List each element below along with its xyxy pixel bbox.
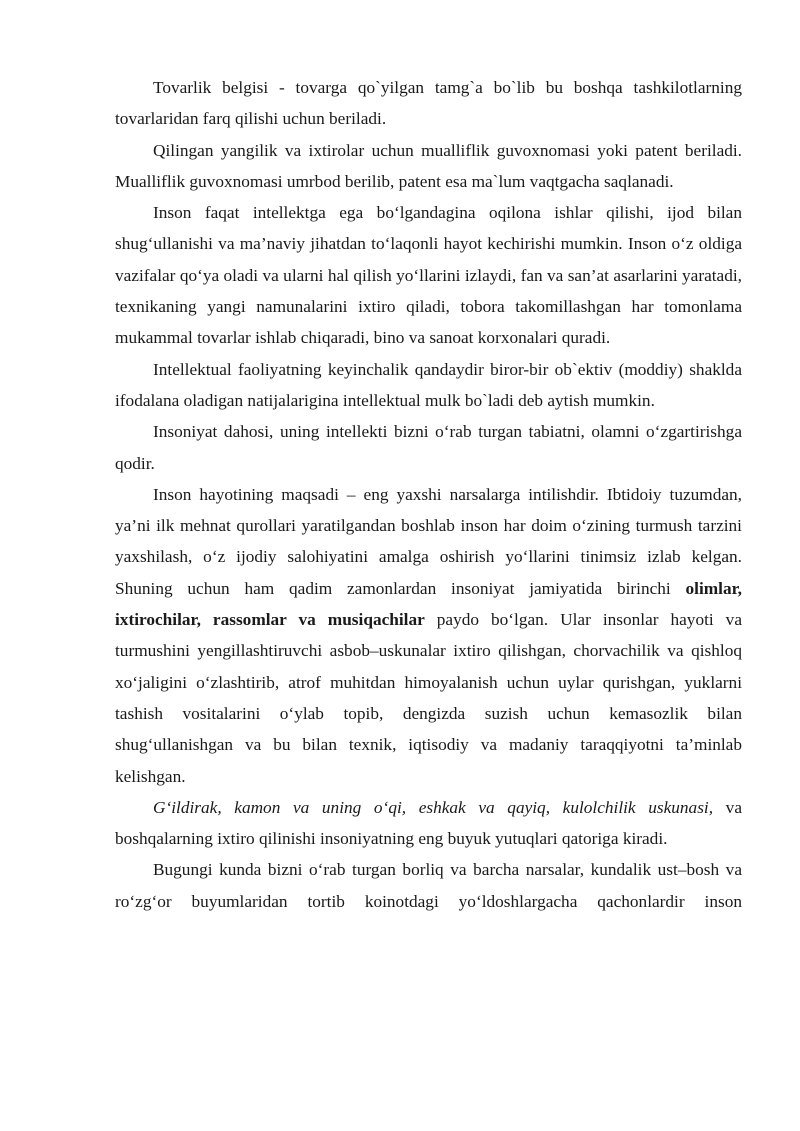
paragraph — [115, 792, 742, 855]
bold-phrase: olimlar, ixtirochilar, rassomlar va musiqachilar — [115, 578, 742, 630]
paragraph — [115, 354, 742, 417]
paragraph — [115, 135, 742, 198]
italic-phrase: G‘ildirak, kamon va uning o‘qi, eshkak va qayiq, kulolchilik uskunasi, — [153, 797, 714, 817]
text-run: Inson hayotining maqsadi – eng yaxshi narsalarga intilishdir. Ibtidoiy tuzumdan, ya’ni ilk mehnat qurollari yaratilgandan boshlab inson har doim o‘zining turmush tarzini yaxshilash, o‘z ijodiy salohiyatini amalga oshirish yo‘llarini tinimsiz izlab kelgan. Shuning uchun ham qadim zamonlardan insoniyat jamiyatida birinchi — [115, 484, 742, 598]
paragraph — [115, 416, 742, 479]
text-run: Qilingan yangilik va ixtirolar uchun mualliflik guvoxnomasi yoki patent beriladi. Mualliflik guvoxnomasi umrbod berilib, patent esa ma`lum vaqtgacha saqlanadi. — [115, 140, 742, 191]
paragraph — [115, 854, 742, 917]
paragraph — [115, 197, 742, 353]
paragraph — [115, 479, 742, 792]
text-run: Bugungi kunda bizni o‘rab turgan borliq va barcha narsalar, kundalik ust–bosh va ro‘zg‘or buyumlaridan tortib koinotdagi yo‘ldoshlargacha qachonlardir inson — [115, 860, 742, 911]
text-run: Inson faqat intellektga ega bo‘lgandagina oqilona ishlar qilishi, ijod bilan shug‘ullanishi va ma’naviy jihatdan to‘laqonli hayot kechirishi mumkin. Inson o‘z oldiga vazifalar qo‘ya oladi va ularni hal qilish yo‘llarini izlaydi, fan va san’at asarlarini yaratadi, texnikaning yangi namunalarini ixtiro qiladi, tobora takomillashgan har tomonlama mukammal tovarlar ishlab chiqaradi, bino va sanoat korxonalari quradi. — [115, 203, 742, 348]
paragraph — [115, 72, 742, 135]
text-run: Intellektual faoliyatning keyinchalik qandaydir biror-bir ob`ektiv (moddiy) shaklda ifodalana oladigan natijalarigina intellektual mulk bo`ladi deb aytish mumkin. — [115, 359, 742, 410]
text-run: va boshqalarning ixtiro qilinishi insoniyatning eng buyuk yutuqlari qatoriga kiradi. — [115, 797, 742, 849]
text-run: Tovarlik belgisi - tovarga qo`yilgan tamg`a bo`lib bu boshqa tashkilotlarning tovarlaridan farq qilishi uchun beriladi. — [115, 78, 742, 129]
text-run: paydo bo‘lgan. Ular insonlar hayoti va turmushini yengillashtiruvchi asbob–uskunalar ixtiro qilishgan, chorvachilik va qishloq xo‘jaligini o‘zlashtirib, atrof muhitdan himoyalanish uchun uylar qurishgan, yuklarni tashish vositalarini o‘ylab topib, dengizda suzish uchun kemasozlik bilan shug‘ullanishgan va bu bilan texnik, iqtisodiy va madaniy taraqqiyotni ta’minlab kelishgan. — [115, 610, 742, 786]
text-run: Insoniyat dahosi, uning intellekti bizni o‘rab turgan tabiatni, olamni o‘zgartirishga qodir. — [115, 422, 742, 473]
document-page — [115, 72, 742, 917]
